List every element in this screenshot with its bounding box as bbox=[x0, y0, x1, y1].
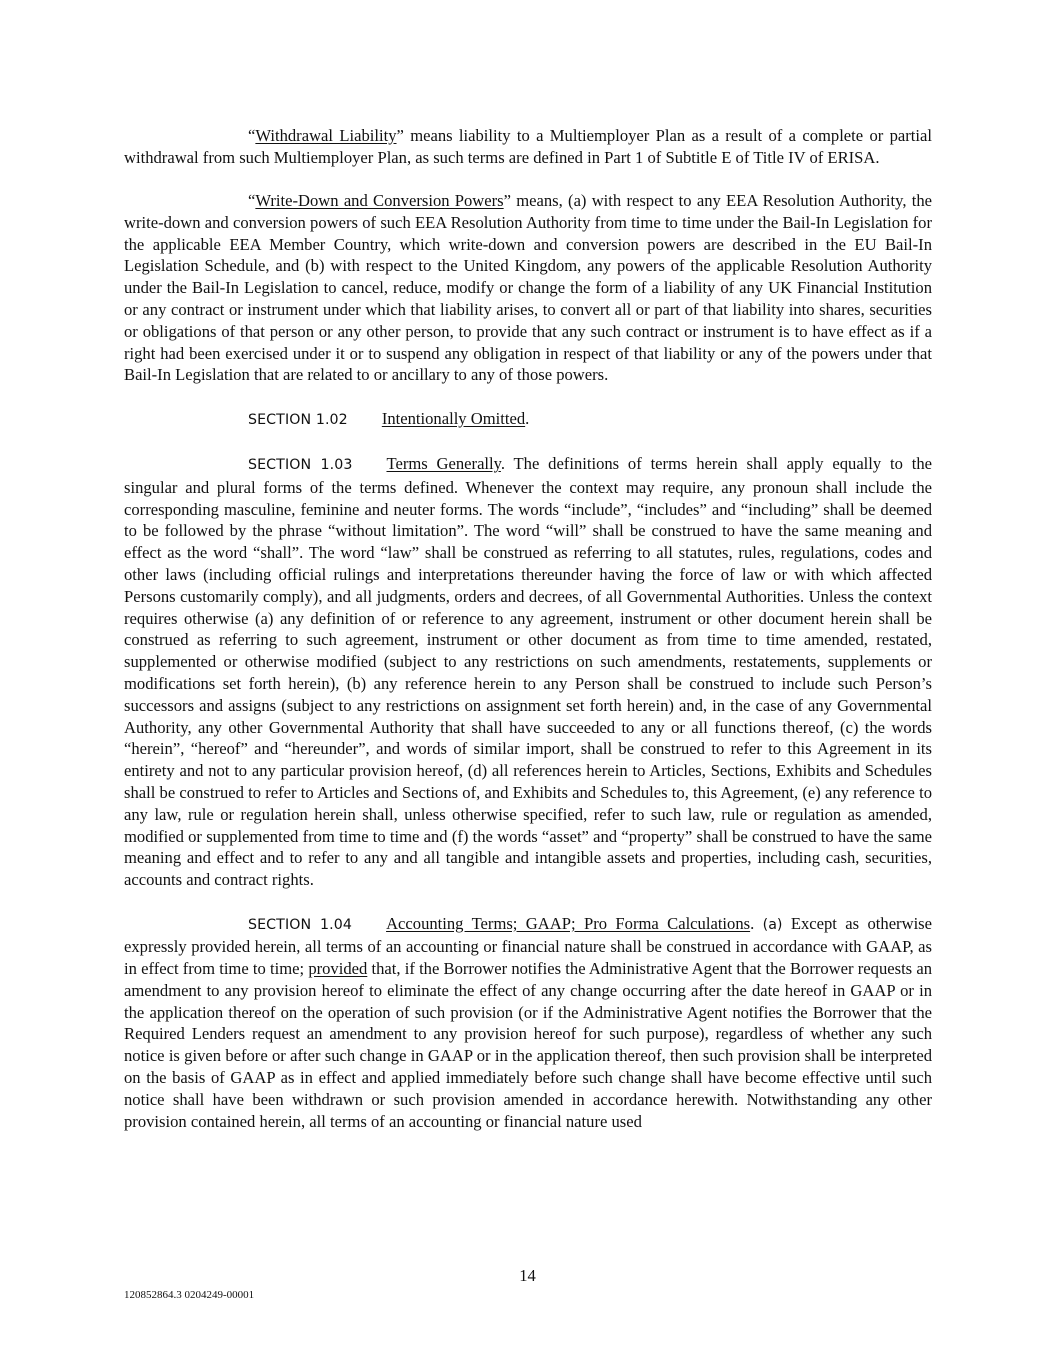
section-text-before: Except as otherwise expressly provided herein, all terms of an accounting or financial nature shall be construed in accordance with GAAP, as in effect from time to time; bbox=[124, 913, 932, 979]
document-id: 120852864.3 0204249-00001 bbox=[124, 1289, 255, 1301]
section-text: . The definitions of terms herein shall apply equally to the singular and plural forms of the terms defined. Whenever the context may require, any pronoun shall include the corresponding masculine, feminine and neuter forms. The words “include”, “includes” and “including” shall be deemed to be followed by the phrase “without limitation”. The word “will” shall be construed to have the same meaning and effect as the word “shall”. The word “law” shall be construed as referring to all statutes, rules, regulations, codes and other laws (including official rulings and interpretations thereunder having the force of law or with which affected Persons customarily comply), and all judgments, orders and decrees, of all Governmental Authorities. Unless the context requires otherwise (a) any definition of or reference to any agreement, instrument or other document herein shall be construed as referring to such agreement, instrument or other document as from time to time amended, restated, supplemented or otherwise modified (subject to any restrictions on such amendments, restatements, supplements or modifications set forth herein), (b) any reference herein to any Person shall be construed to include such Person’s successors and assigns (subject to any restrictions on assignment set forth herein) and, in the case of any Governmental Authority, any other Governmental Authority that shall have succeeded to any or all functions thereof, (c) the words “herein”, “hereof” and “hereunder”, and words of similar import, shall be construed to refer to this Agreement in its entirety and not to any particular provision hereof, (d) all references herein to Articles, Sections, Exhibits and Schedules shall be construed to refer to Articles and Sections of, and Exhibits and Schedules to, this Agreement, (e) any reference to any law, rule or regulation herein shall, unless otherwise specified, refer to such law, rule or regulation as amended, modified or supplemented from time to time and (f) the words “asset” and “property” shall be construed to have the same meaning and effect and to refer to any and all tangible and intangible assets and properties, including cash, securities, accounts and contract rights. bbox=[124, 454, 932, 890]
definition-write-down-and-conversion-powers bbox=[124, 190, 932, 386]
section-heading-end: . bbox=[750, 913, 755, 933]
definition-withdrawal-liability bbox=[124, 125, 932, 169]
section-1-02 bbox=[124, 408, 932, 432]
section-heading: Terms Generally bbox=[386, 454, 501, 474]
section-heading: Intentionally Omitted bbox=[381, 408, 526, 428]
open-quote: “ bbox=[248, 126, 256, 145]
section-label: SECTION 1.02 bbox=[248, 411, 348, 428]
section-label: SECTION 1.03 bbox=[248, 457, 353, 474]
provided-term: provided bbox=[308, 959, 368, 979]
section-heading: Accounting Terms; GAAP; Pro Forma Calculations bbox=[386, 913, 751, 933]
document-body bbox=[124, 125, 932, 1154]
section-heading-end: . bbox=[525, 408, 530, 428]
open-quote: “ bbox=[248, 191, 256, 211]
defined-term: Write-Down and Conversion Powers bbox=[255, 191, 504, 211]
section-1-04 bbox=[124, 913, 932, 1133]
definition-text: ” means liability to a Multiemployer Plan as a result of a complete or partial withdrawal from such Multiemployer Plan, as such terms are defined in Part 1 of Subtitle E of Title IV of ERISA. bbox=[124, 126, 932, 167]
defined-term: Withdrawal Liability bbox=[255, 126, 397, 145]
section-1-03 bbox=[124, 453, 932, 891]
definition-text: ” means, (a) with respect to any EEA Resolution Authority, the write-down and conversion powers of such EEA Resolution Authority from time to time under the Bail-In Legislation for the applicable EEA Member Country, which write-down and conversion powers are described in the EU Bail-In Legislation Schedule, and (b) with respect to the United Kingdom, any powers of the applicable Resolution Authority under the Bail-In Legislation to cancel, reduce, modify or change the form of a liability of any UK Financial Institution or any contract or instrument under which that liability arises, to convert all or part of that liability into shares, securities or obligations of that person or any other person, to provide that any such contract or instrument is to have effect as if a right had been exercised under it or to suspend any obligation in respect of that liability or any of the powers under that Bail-In Legislation that are related to or ancillary to any of those powers. bbox=[124, 191, 932, 385]
subclause-marker: (a) bbox=[762, 916, 783, 933]
section-text-after: that, if the Borrower notifies the Administrative Agent that the Borrower requests an amendment to any provision hereof to eliminate the effect of any change occurring after the date hereof in GAAP or in the application thereof on the operation of such provision (or if the Administrative Agent notifies the Borrower that the Required Lenders request an amendment to any provision hereof for such purpose), regardless of whether any such notice is given before or after such change in GAAP or in the application thereof, then such provision shall be interpreted on the basis of GAAP as in effect and applied immediately before such change shall have become effective until such notice shall have been withdrawn or such provision amended in accordance herewith. Notwithstanding any other provision contained herein, all terms of an accounting or financial nature used bbox=[124, 959, 932, 1131]
page-number: 14 bbox=[519, 1266, 536, 1285]
section-label: SECTION 1.04 bbox=[248, 916, 353, 933]
